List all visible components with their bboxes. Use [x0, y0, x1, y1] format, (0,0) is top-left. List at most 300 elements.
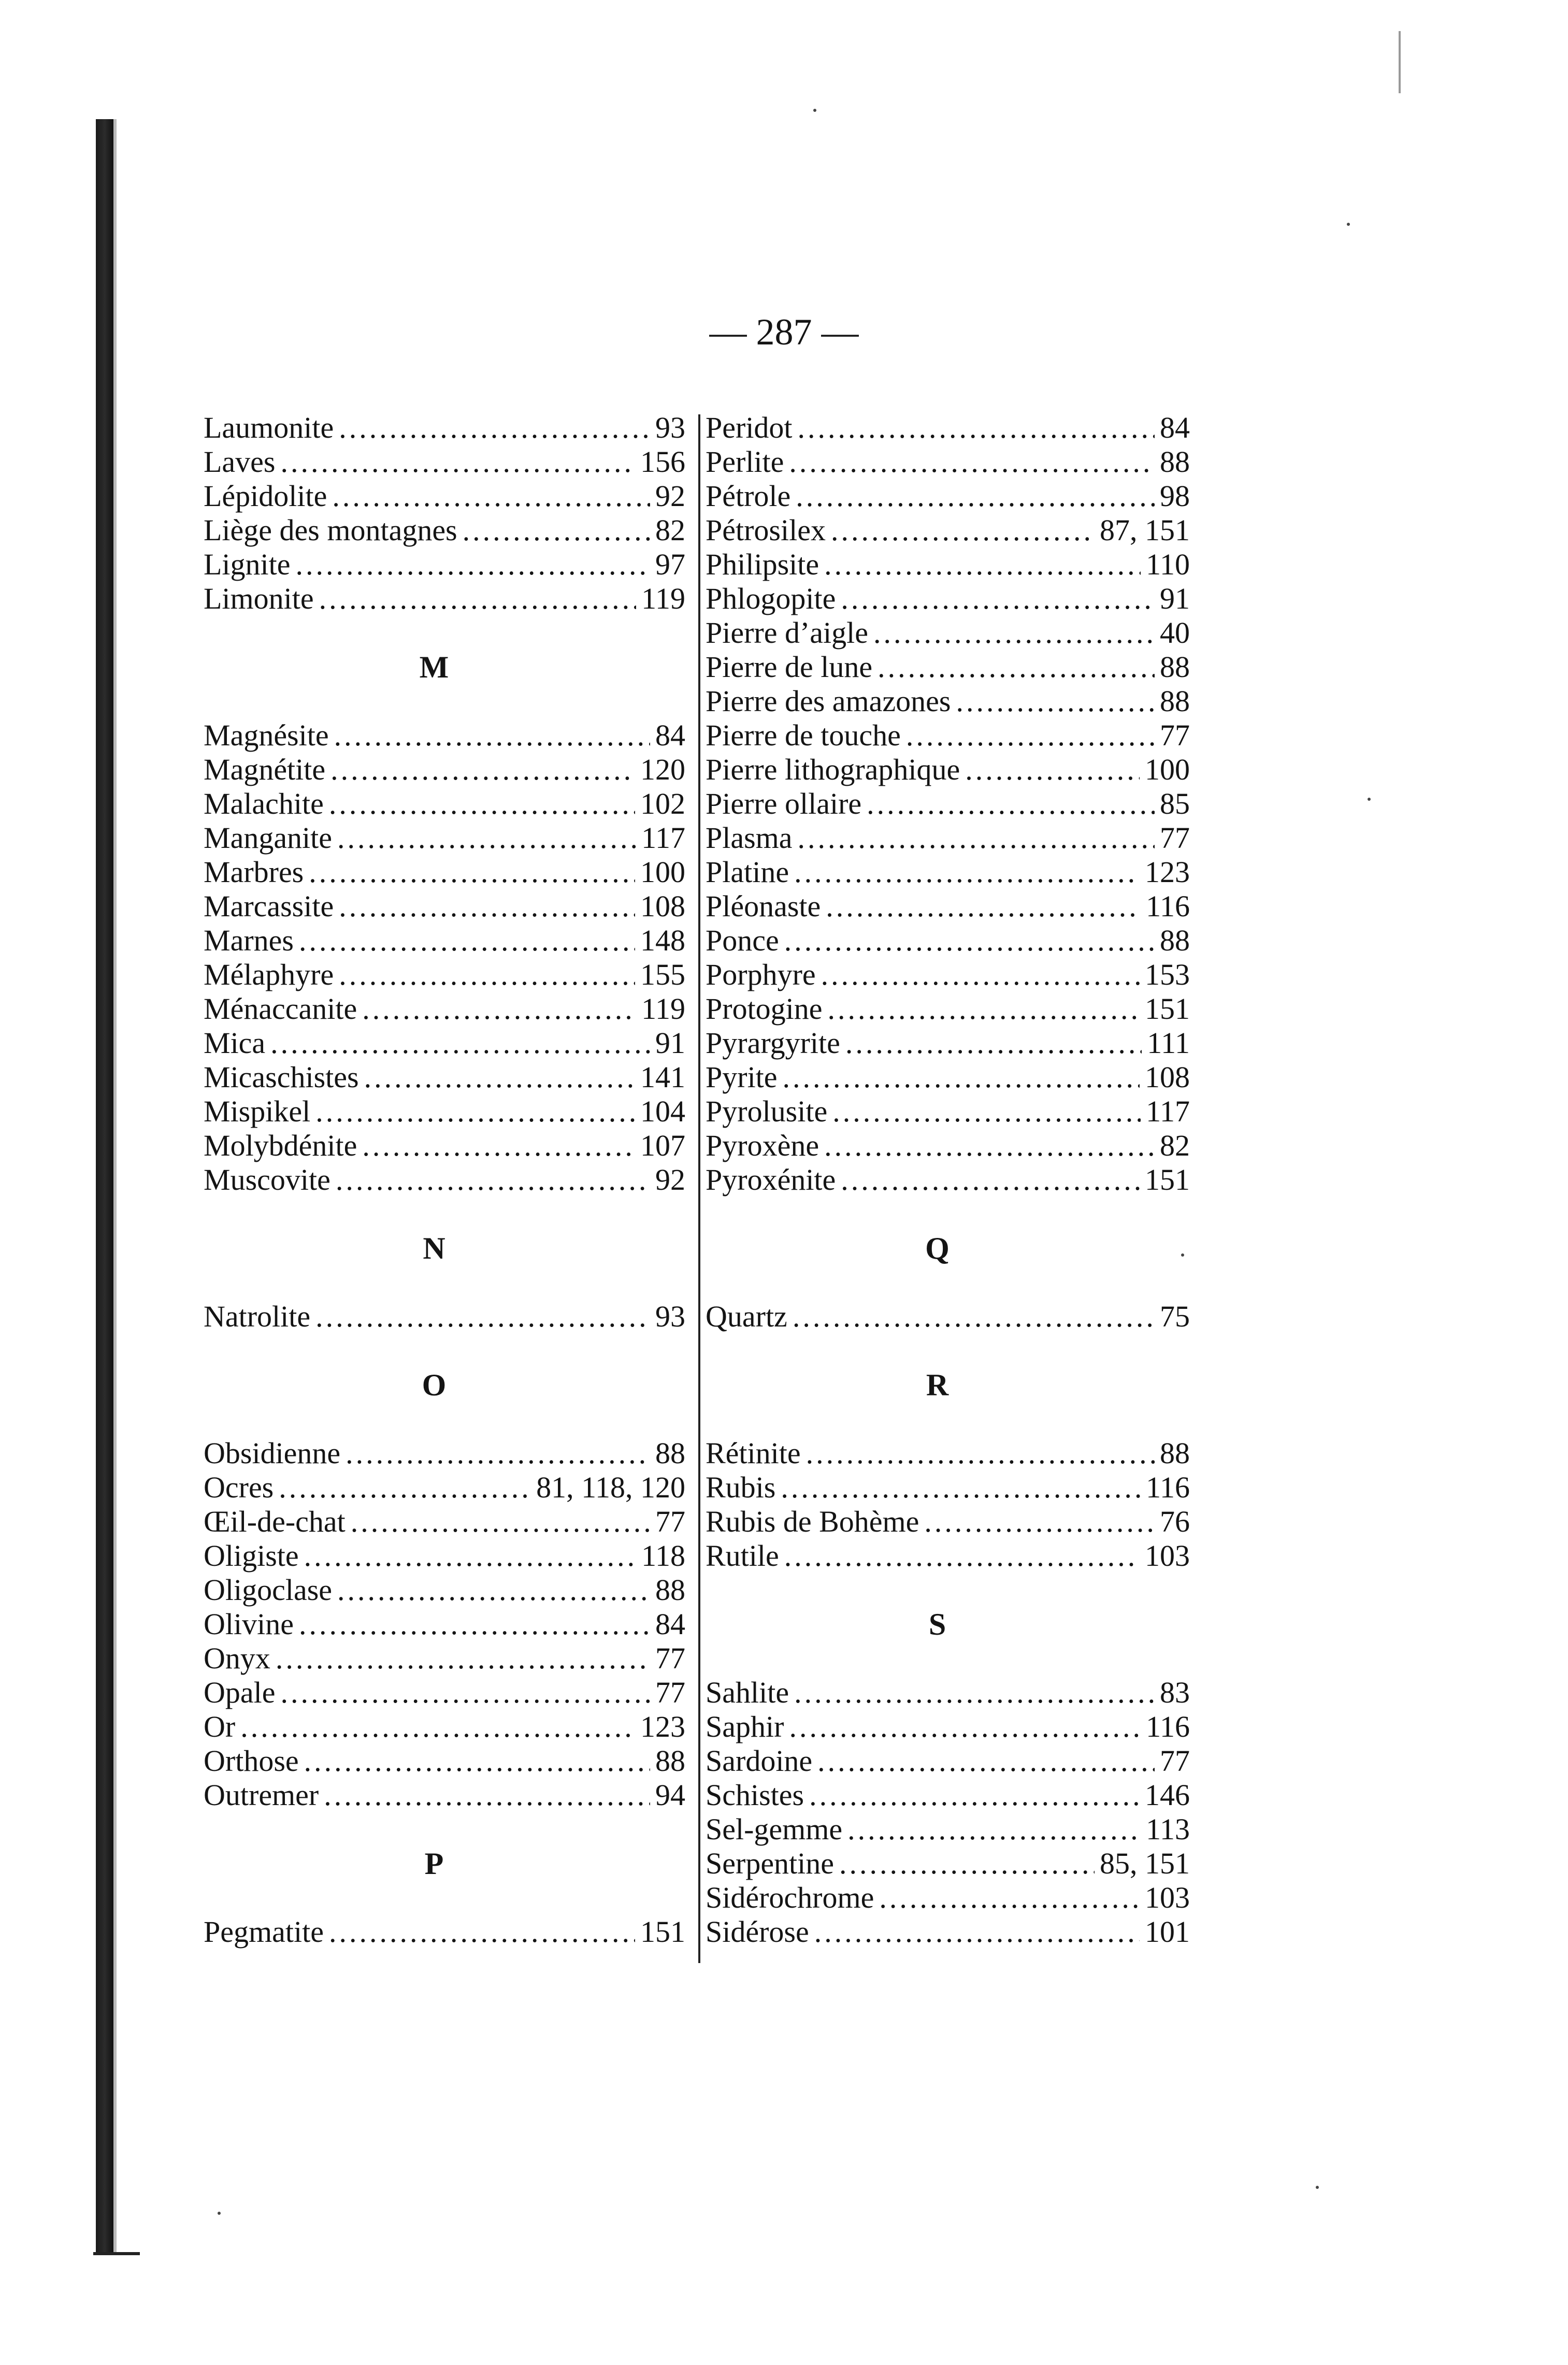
- entry-name: Magnésite: [204, 718, 329, 752]
- section-spacer: [706, 1197, 1190, 1231]
- dot-leader: [798, 821, 1155, 855]
- entry-page-reference: 75: [1160, 1300, 1190, 1333]
- section-heading: M: [419, 650, 449, 684]
- entry-name: Lépidolite: [204, 479, 327, 513]
- column-divider: [698, 414, 700, 1963]
- entry-page-reference: 155: [640, 958, 685, 991]
- entry-name: Saphir: [706, 1710, 784, 1743]
- entry-page-reference: 108: [1145, 1060, 1190, 1094]
- entry-name: Outremer: [204, 1778, 319, 1812]
- index-entry: [204, 1573, 685, 1607]
- entry-name: Pétrosilex: [706, 513, 826, 547]
- index-entry: [204, 411, 685, 445]
- entry-name: Malachite: [204, 787, 324, 820]
- entry-name: Pierre de lune: [706, 650, 873, 684]
- dot-leader: [789, 1710, 1141, 1744]
- entry-page-reference: 98: [1160, 479, 1190, 513]
- index-entry: [204, 547, 685, 582]
- index-entry: [204, 821, 685, 855]
- section-heading: O: [422, 1368, 447, 1402]
- entry-name: Pierre des amazones: [706, 684, 951, 718]
- dot-leader: [793, 1300, 1155, 1334]
- entry-name: Orthose: [204, 1744, 299, 1778]
- index-entry: [204, 1300, 685, 1334]
- entry-page-reference: 153: [1145, 958, 1190, 991]
- section-spacer: [204, 1197, 685, 1231]
- dot-leader: [279, 1470, 531, 1505]
- index-entry: [706, 684, 1190, 718]
- index-column-left: [204, 411, 685, 1949]
- entry-page-reference: 85: [1160, 787, 1190, 820]
- dot-leader: [809, 1778, 1140, 1812]
- entry-page-reference: 91: [655, 1026, 685, 1060]
- index-entry: [706, 547, 1190, 582]
- dot-leader: [873, 616, 1155, 650]
- index-entry: [706, 1094, 1190, 1129]
- section-spacer: [706, 1573, 1190, 1607]
- entry-name: Philipsite: [706, 547, 819, 581]
- entry-name: Mispikel: [204, 1094, 311, 1128]
- section-heading: N: [423, 1231, 445, 1265]
- index-entry: [204, 1436, 685, 1470]
- entry-name: Oligoclase: [204, 1573, 333, 1607]
- entry-page-reference: 120: [640, 753, 685, 786]
- dot-leader: [806, 1436, 1155, 1470]
- dot-leader: [794, 1676, 1155, 1710]
- entry-name: Magnétite: [204, 753, 326, 786]
- entry-page-reference: 151: [1145, 992, 1190, 1026]
- entry-page-reference: 76: [1160, 1505, 1190, 1538]
- dot-leader: [339, 958, 635, 992]
- section-spacer: [204, 1881, 685, 1915]
- index-entry: [706, 1778, 1190, 1812]
- entry-page-reference: 77: [1160, 718, 1190, 752]
- entry-page-reference: 123: [640, 1710, 685, 1743]
- dot-leader: [906, 718, 1155, 753]
- entry-page-reference: 92: [655, 1163, 685, 1196]
- entry-page-reference: 77: [1160, 821, 1190, 855]
- entry-page-reference: 82: [655, 513, 685, 547]
- entry-name: Limonite: [204, 582, 314, 615]
- entry-name: Rétinite: [706, 1436, 801, 1470]
- index-entry: [706, 650, 1190, 684]
- index-entry: [706, 753, 1190, 787]
- dot-leader: [824, 547, 1141, 582]
- dot-leader: [304, 1539, 636, 1573]
- entry-name: Micaschistes: [204, 1060, 359, 1094]
- entry-name: Œil-de-chat: [204, 1505, 346, 1538]
- index-entry: [706, 616, 1190, 650]
- index-entry: [706, 924, 1190, 958]
- dot-leader: [336, 1163, 650, 1197]
- entry-name: Pyrolusite: [706, 1094, 828, 1128]
- dot-leader: [276, 1641, 650, 1676]
- section-spacer: [706, 1402, 1190, 1436]
- dot-leader: [339, 889, 635, 924]
- dot-leader: [315, 1300, 650, 1334]
- entry-page-reference: 102: [640, 787, 685, 820]
- entry-name: Phlogopite: [706, 582, 836, 615]
- entry-name: Laumonite: [204, 411, 334, 444]
- section-spacer: [204, 616, 685, 650]
- entry-page-reference: 84: [655, 718, 685, 752]
- index-entry: [706, 1744, 1190, 1778]
- dot-leader: [794, 855, 1140, 889]
- entry-name: Mica: [204, 1026, 266, 1060]
- entry-name: Sidérose: [706, 1915, 809, 1949]
- entry-name: Olivine: [204, 1607, 294, 1641]
- index-entry: [204, 1026, 685, 1060]
- dot-leader: [240, 1710, 635, 1744]
- entry-page-reference: 77: [1160, 1744, 1190, 1778]
- entry-name: Pyrite: [706, 1060, 778, 1094]
- index-entry: [204, 1744, 685, 1778]
- entry-name: Peridot: [706, 411, 793, 444]
- dot-leader: [798, 411, 1155, 445]
- print-speck: [1347, 223, 1350, 226]
- index-entry: [204, 958, 685, 992]
- entry-page-reference: 117: [641, 821, 685, 855]
- entry-name: Rubis de Bohème: [706, 1505, 919, 1538]
- section-spacer: [706, 1641, 1190, 1676]
- entry-page-reference: 119: [641, 992, 685, 1026]
- entry-page-reference: 113: [1146, 1812, 1190, 1846]
- index-entry: [706, 1881, 1190, 1915]
- entry-page-reference: 88: [1160, 445, 1190, 479]
- dot-leader: [781, 1470, 1141, 1505]
- dot-leader: [832, 1094, 1141, 1129]
- entry-page-reference: 81, 118, 120: [536, 1470, 685, 1504]
- entry-name: Onyx: [204, 1641, 270, 1675]
- entry-name: Molybdénite: [204, 1129, 357, 1162]
- index-entry: [204, 787, 685, 821]
- entry-name: Pyrargyrite: [706, 1026, 840, 1060]
- entry-name: Schistes: [706, 1778, 804, 1812]
- print-speck: [1316, 2186, 1319, 2189]
- dot-leader: [319, 582, 637, 616]
- index-entry: [706, 1710, 1190, 1744]
- dot-leader: [956, 684, 1155, 718]
- entry-name: Pétrole: [706, 479, 791, 513]
- page-edge-mark: [1399, 31, 1401, 93]
- dot-leader: [879, 1881, 1140, 1915]
- dot-leader: [784, 924, 1155, 958]
- entry-page-reference: 110: [1146, 547, 1190, 581]
- entry-name: Marbres: [204, 855, 304, 889]
- dot-leader: [362, 992, 636, 1026]
- dot-leader: [783, 1060, 1140, 1094]
- entry-page-reference: 107: [640, 1129, 685, 1162]
- index-entry: [706, 1470, 1190, 1505]
- dot-leader: [463, 513, 650, 547]
- index-entry: [706, 958, 1190, 992]
- entry-name: Rubis: [706, 1470, 776, 1504]
- index-entry: [204, 1163, 685, 1197]
- entry-page-reference: 77: [655, 1505, 685, 1538]
- entry-page-reference: 117: [1146, 1094, 1190, 1128]
- dot-leader: [339, 411, 650, 445]
- section-heading: Q: [925, 1231, 950, 1265]
- entry-name: Pyroxénite: [706, 1163, 836, 1196]
- index-entry: [204, 1641, 685, 1676]
- entry-page-reference: 87, 151: [1100, 513, 1190, 547]
- entry-name: Obsidienne: [204, 1436, 341, 1470]
- index-entry: [706, 1505, 1190, 1539]
- index-entry: [204, 582, 685, 616]
- section-spacer: [204, 1402, 685, 1436]
- spine-foot-mark: [93, 2252, 140, 2255]
- dot-leader: [296, 547, 650, 582]
- section-heading: S: [928, 1607, 946, 1641]
- print-speck: [218, 2212, 221, 2215]
- dot-leader: [315, 1094, 635, 1129]
- dot-leader: [304, 1744, 650, 1778]
- entry-page-reference: 88: [655, 1573, 685, 1607]
- entry-page-reference: 84: [1160, 411, 1190, 444]
- dot-leader: [337, 1573, 650, 1607]
- book-spine-shadow: [96, 119, 113, 2253]
- index-entry: [706, 1539, 1190, 1573]
- entry-page-reference: 151: [640, 1915, 685, 1949]
- entry-name: Protogine: [706, 992, 823, 1026]
- index-entry: [204, 1129, 685, 1163]
- dot-leader: [784, 1539, 1140, 1573]
- entry-name: Mélaphyre: [204, 958, 334, 991]
- entry-page-reference: 94: [655, 1778, 685, 1812]
- entry-page-reference: 103: [1145, 1539, 1190, 1573]
- dot-leader: [299, 924, 635, 958]
- dot-leader: [364, 1060, 635, 1094]
- dot-leader: [337, 821, 636, 855]
- index-entry: [706, 1129, 1190, 1163]
- entry-page-reference: 93: [655, 411, 685, 444]
- entry-page-reference: 97: [655, 547, 685, 581]
- dot-leader: [839, 1847, 1095, 1881]
- entry-name: Manganite: [204, 821, 333, 855]
- book-spine-edge: [113, 119, 117, 2253]
- entry-name: Sel-gemme: [706, 1812, 843, 1846]
- dot-leader: [329, 1915, 635, 1949]
- entry-page-reference: 101: [1145, 1915, 1190, 1949]
- entry-name: Opale: [204, 1676, 276, 1709]
- dot-leader: [351, 1505, 650, 1539]
- index-entry: [204, 1676, 685, 1710]
- dot-leader: [346, 1436, 650, 1470]
- index-entry: [204, 1778, 685, 1812]
- entry-name: Sahlite: [706, 1676, 789, 1709]
- entry-page-reference: 100: [640, 855, 685, 889]
- entry-name: Laves: [204, 445, 276, 479]
- index-entry: [204, 992, 685, 1026]
- entry-name: Porphyre: [706, 958, 816, 991]
- entry-name: Platine: [706, 855, 789, 889]
- entry-name: Sardoine: [706, 1744, 813, 1778]
- index-entry: [706, 1915, 1190, 1949]
- entry-page-reference: 148: [640, 924, 685, 957]
- dot-leader: [817, 1744, 1155, 1778]
- print-speck: [1368, 798, 1371, 801]
- entry-name: Pierre d’aigle: [706, 616, 869, 650]
- entry-name: Marnes: [204, 924, 294, 957]
- entry-page-reference: 151: [1145, 1163, 1190, 1196]
- dot-leader: [362, 1129, 635, 1163]
- entry-name: Or: [204, 1710, 236, 1743]
- index-entry: [204, 855, 685, 889]
- index-entry: [204, 1710, 685, 1744]
- entry-page-reference: 104: [640, 1094, 685, 1128]
- entry-page-reference: 116: [1146, 1710, 1190, 1743]
- entry-page-reference: 146: [1145, 1778, 1190, 1812]
- index-entry: [204, 1505, 685, 1539]
- entry-page-reference: 111: [1147, 1026, 1190, 1060]
- dot-leader: [789, 445, 1155, 479]
- entry-name: Ponce: [706, 924, 779, 957]
- index-entry: [706, 889, 1190, 924]
- index-entry: [204, 924, 685, 958]
- entry-page-reference: 119: [641, 582, 685, 615]
- dot-leader: [821, 958, 1140, 992]
- index-entry: [706, 1676, 1190, 1710]
- index-entry: [706, 1300, 1190, 1334]
- section-spacer: [204, 684, 685, 718]
- entry-name: Sidérochrome: [706, 1881, 874, 1914]
- section-heading: R: [926, 1368, 949, 1402]
- print-speck: [813, 109, 816, 112]
- entry-page-reference: 85, 151: [1100, 1847, 1190, 1880]
- index-entry: [706, 479, 1190, 513]
- index-entry: [706, 513, 1190, 547]
- entry-page-reference: 83: [1160, 1676, 1190, 1709]
- dot-leader: [867, 787, 1155, 821]
- dot-leader: [877, 650, 1155, 684]
- entry-name: Pierre de touche: [706, 718, 901, 752]
- entry-page-reference: 156: [640, 445, 685, 479]
- index-entry: [204, 479, 685, 513]
- entry-page-reference: 88: [655, 1744, 685, 1778]
- entry-page-reference: 108: [640, 889, 685, 923]
- index-entry: [204, 1539, 685, 1573]
- dot-leader: [329, 787, 635, 821]
- section-spacer: [706, 1265, 1190, 1300]
- index-entry: [706, 1847, 1190, 1881]
- index-entry: [204, 1094, 685, 1129]
- dot-leader: [845, 1026, 1142, 1060]
- entry-page-reference: 116: [1146, 889, 1190, 923]
- index-entry: [204, 513, 685, 547]
- page-number: — 287 —: [709, 311, 859, 353]
- entry-page-reference: 82: [1160, 1129, 1190, 1162]
- dot-leader: [281, 1676, 651, 1710]
- entry-name: Marcassite: [204, 889, 334, 923]
- index-column-right: [706, 411, 1190, 1949]
- dot-leader: [270, 1026, 650, 1060]
- entry-name: Liège des montagnes: [204, 513, 457, 547]
- dot-leader: [332, 479, 650, 513]
- dot-leader: [924, 1505, 1155, 1539]
- entry-name: Muscovite: [204, 1163, 330, 1196]
- dot-leader: [299, 1607, 650, 1641]
- index-entry: [706, 718, 1190, 753]
- index-entry: [204, 1060, 685, 1094]
- entry-name: Ménaccanite: [204, 992, 357, 1026]
- index-entry: [204, 1470, 685, 1505]
- entry-name: Ocres: [204, 1470, 274, 1504]
- entry-page-reference: 40: [1160, 616, 1190, 650]
- index-entry: [204, 718, 685, 753]
- dot-leader: [841, 1163, 1140, 1197]
- entry-name: Pierre lithographique: [706, 753, 960, 786]
- dot-leader: [826, 889, 1141, 924]
- entry-name: Quartz: [706, 1300, 787, 1333]
- entry-page-reference: 116: [1146, 1470, 1190, 1504]
- entry-page-reference: 141: [640, 1060, 685, 1094]
- index-entry: [706, 787, 1190, 821]
- entry-page-reference: 100: [1145, 753, 1190, 786]
- dot-leader: [841, 582, 1155, 616]
- entry-name: Perlite: [706, 445, 784, 479]
- entry-page-reference: 84: [655, 1607, 685, 1641]
- dot-leader: [965, 753, 1140, 787]
- section-spacer: [204, 1265, 685, 1300]
- entry-page-reference: 92: [655, 479, 685, 513]
- entry-page-reference: 123: [1145, 855, 1190, 889]
- entry-name: Pierre ollaire: [706, 787, 862, 820]
- dot-leader: [847, 1812, 1141, 1847]
- index-entry: [706, 411, 1190, 445]
- index-entry: [706, 1812, 1190, 1847]
- entry-name: Natrolite: [204, 1300, 311, 1333]
- dot-leader: [330, 753, 635, 787]
- entry-name: Serpentine: [706, 1847, 835, 1880]
- dot-leader: [334, 718, 650, 753]
- index-entry: [706, 582, 1190, 616]
- index-entry: [204, 889, 685, 924]
- entry-name: Pegmatite: [204, 1915, 324, 1949]
- dot-leader: [831, 513, 1095, 547]
- index-entry: [204, 445, 685, 479]
- dot-leader: [309, 855, 635, 889]
- index-entry: [706, 1163, 1190, 1197]
- entry-name: Rutile: [706, 1539, 779, 1573]
- index-entry: [706, 821, 1190, 855]
- section-spacer: [706, 1334, 1190, 1368]
- index-entry: [706, 1060, 1190, 1094]
- entry-name: Oligiste: [204, 1539, 299, 1573]
- entry-name: Pyroxène: [706, 1129, 819, 1162]
- entry-name: Plasma: [706, 821, 793, 855]
- entry-page-reference: 77: [655, 1676, 685, 1709]
- index-entry: [706, 1026, 1190, 1060]
- entry-page-reference: 88: [1160, 1436, 1190, 1470]
- dot-leader: [828, 992, 1140, 1026]
- entry-page-reference: 88: [1160, 924, 1190, 957]
- print-speck: [1181, 1253, 1184, 1257]
- index-entry: [706, 445, 1190, 479]
- dot-leader: [324, 1778, 650, 1812]
- entry-page-reference: 91: [1160, 582, 1190, 615]
- index-entry: [706, 855, 1190, 889]
- index-entry: [204, 1915, 685, 1949]
- index-entry: [204, 753, 685, 787]
- index-entry: [706, 1436, 1190, 1470]
- index-entry: [204, 1607, 685, 1641]
- entry-name: Lignite: [204, 547, 291, 581]
- entry-page-reference: 88: [655, 1436, 685, 1470]
- entry-page-reference: 93: [655, 1300, 685, 1333]
- dot-leader: [824, 1129, 1155, 1163]
- entry-page-reference: 118: [641, 1539, 685, 1573]
- section-heading: P: [424, 1847, 444, 1881]
